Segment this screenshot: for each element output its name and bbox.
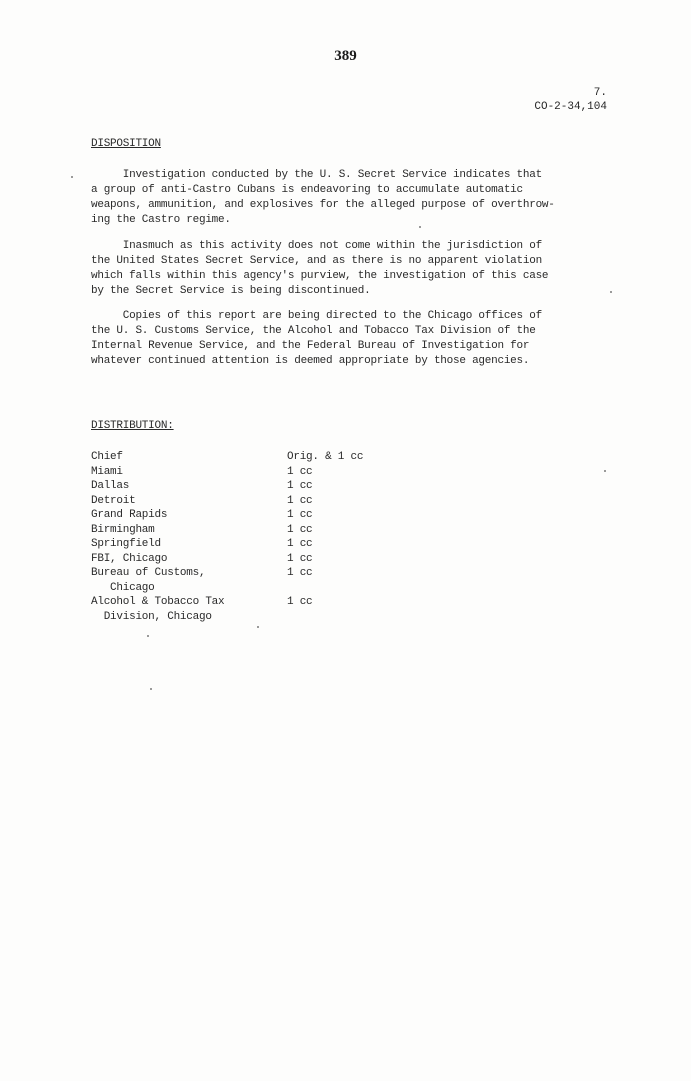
recipient-name: Dallas bbox=[91, 480, 130, 492]
scan-speck bbox=[150, 688, 152, 690]
text-line: the U. S. Customs Service, the Alcohol and Tobacco Tax Division of the bbox=[91, 325, 536, 337]
scan-speck bbox=[610, 291, 612, 293]
copy-count: 1 cc bbox=[287, 465, 313, 478]
text-line: a group of anti-Castro Cubans is endeavoring to accumulate automatic bbox=[91, 184, 523, 196]
text-line: Inasmuch as this activity does not come within the jurisdiction of bbox=[91, 240, 542, 252]
copy-count: 1 cc bbox=[287, 523, 313, 536]
distribution-row bbox=[91, 494, 411, 509]
distribution-row bbox=[91, 465, 411, 480]
recipient-name: Chief bbox=[91, 451, 123, 463]
text-line: Internal Revenue Service, and the Federal Bureau of Investigation for bbox=[91, 340, 530, 352]
text-line: Copies of this report are being directed to the Chicago offices of bbox=[91, 310, 542, 322]
recipient-name: FBI, Chicago bbox=[91, 552, 168, 565]
recipient-name: Miami bbox=[91, 465, 123, 478]
recipient-name: Springfield bbox=[91, 538, 161, 550]
copy-count: Orig. & 1 cc bbox=[287, 451, 364, 463]
disposition-paragraph-2 bbox=[91, 239, 601, 299]
report-header bbox=[534, 86, 607, 114]
text-line: whatever continued attention is deemed appropriate by those agencies. bbox=[91, 355, 530, 367]
distribution-row bbox=[91, 450, 411, 465]
distribution-row bbox=[91, 479, 411, 494]
file-number: CO-2-34,104 bbox=[534, 101, 607, 113]
distribution-row bbox=[91, 552, 411, 567]
recipient-name: Grand Rapids bbox=[91, 509, 168, 521]
recipient-name: Bureau of Customs, Chicago bbox=[91, 567, 206, 594]
copy-count: 1 cc bbox=[287, 567, 313, 579]
text-line: the United States Secret Service, and as there is no apparent violation bbox=[91, 255, 542, 267]
text-line: Investigation conducted by the U. S. Secret Service indicates that bbox=[91, 169, 542, 181]
distribution-row bbox=[91, 595, 411, 624]
distribution-heading: DISTRIBUTION: bbox=[91, 420, 174, 432]
disposition-heading: DISPOSITION bbox=[91, 138, 161, 150]
scan-speck bbox=[257, 626, 259, 628]
copy-count: 1 cc bbox=[287, 480, 313, 492]
distribution-row bbox=[91, 566, 411, 595]
recipient-name: Birmingham bbox=[91, 523, 155, 536]
scan-speck bbox=[419, 226, 421, 228]
page-number: 389 bbox=[334, 48, 357, 64]
recipient-name: Detroit bbox=[91, 494, 136, 507]
distribution-list bbox=[91, 450, 411, 624]
copy-count: 1 cc bbox=[287, 538, 313, 550]
text-line: by the Secret Service is being discontinued. bbox=[91, 285, 371, 297]
copy-count: 1 cc bbox=[287, 552, 313, 565]
scan-speck bbox=[604, 470, 606, 472]
scan-speck bbox=[147, 635, 149, 637]
distribution-row bbox=[91, 537, 411, 552]
distribution-row bbox=[91, 508, 411, 523]
text-line: which falls within this agency's purview, the investigation of this case bbox=[91, 270, 549, 282]
text-line: ing the Castro regime. bbox=[91, 214, 231, 226]
page-reference: 7. bbox=[593, 87, 607, 99]
disposition-paragraph-3 bbox=[91, 309, 601, 369]
copy-count: 1 cc bbox=[287, 509, 313, 521]
recipient-name: Alcohol & Tobacco Tax Division, Chicago bbox=[91, 596, 225, 623]
copy-count: 1 cc bbox=[287, 494, 313, 507]
distribution-row bbox=[91, 523, 411, 538]
disposition-paragraph-1 bbox=[91, 168, 601, 228]
scan-speck bbox=[71, 176, 73, 178]
text-line: weapons, ammunition, and explosives for the alleged purpose of overthrow- bbox=[91, 199, 555, 211]
copy-count: 1 cc bbox=[287, 596, 313, 608]
